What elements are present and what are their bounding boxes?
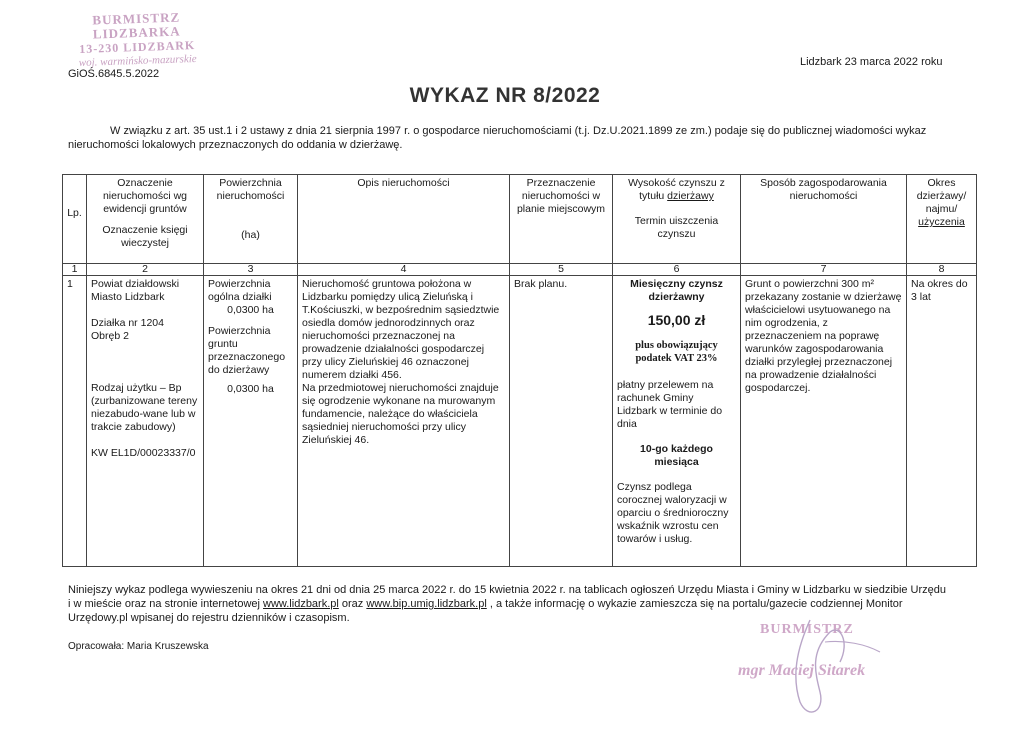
cell-description: Nieruchomość gruntowa położona w Lidzbarku pomiędzy ulicą Zieluńską i T.Kościuszki, w bezpośrednim sąsiedztwie osiedla domów jednorodzinnych oraz nieruchomości przeznaczonej na prowadzenie działalności gospodarczej przy ulicy Zieluńskiej 46 oznaczonej numerem działki 456. Na przedmiotowej nieruchomości znajduje się ogrodzenie wykonane na murowanym fundamencie, należące do właściciela sąsiedniej nieruchomości przy ulicy Zieluńskiej 46.	[298, 276, 510, 567]
reference-number: GiOŚ.6845.5.2022	[68, 68, 160, 80]
header-period: Okres dzierżawy/ najmu/ użyczenia	[907, 175, 977, 264]
header-designation: Oznaczenie nieruchomości wg ewidencji gruntów Oznaczenie księgi wieczystej	[87, 175, 204, 264]
header-description: Opis nieruchomości	[298, 175, 510, 264]
stamp-line-3: woj. warmińsko-mazurskie	[78, 52, 197, 70]
property-table	[62, 174, 977, 567]
header-area: Powierzchnia nieruchomości (ha)	[204, 175, 298, 264]
column-number: 6	[613, 264, 741, 276]
column-number: 3	[204, 264, 298, 276]
stamp-line-2: 13-230 LIDZBARK	[79, 37, 196, 57]
header-lp: Lp.	[63, 175, 87, 264]
column-number: 2	[87, 264, 204, 276]
cell-lp: 1	[63, 276, 87, 567]
document-title: WYKAZ NR 8/2022	[409, 84, 601, 107]
column-number: 8	[907, 264, 977, 276]
intro-paragraph: W związku z art. 35 ust.1 i 2 ustawy z dnia 21 sierpnia 1997 r. o gospodarce nieruchomościami (t.j. Dz.U.2021.1899 ze zm.) podaje się do publicznej wiadomości wykaz nieruchomości lokalowych przeznaczonych do oddania w dzierżawę.	[68, 125, 927, 151]
header-purpose: Przeznaczenie nieruchomości w planie miejscowym	[510, 175, 613, 264]
column-number: 5	[510, 264, 613, 276]
header-rent: Wysokość czynszu z tytułu dzierżawy Termin uiszczenia czynszu	[613, 175, 741, 264]
link-lidzbark[interactable]: www.lidzbark.pl	[263, 598, 339, 610]
column-number: 4	[298, 264, 510, 276]
cell-designation: Powiat działdowski Miasto Lidzbark Działka nr 1204 Obręb 2 Rodzaj użytku – Bp (zurbanizowane tereny niezabudo-wane lub w trakcie zabudowy) KW EL1D/00023337/0	[87, 276, 204, 567]
cell-area: Powierzchnia ogólna działki 0,0300 ha Powierzchnia gruntu przeznaczonego do dzierżawy 0,0300 ha	[204, 276, 298, 567]
mayor-name: mgr Maciej Sitarek	[738, 662, 866, 679]
stamp-line-1: BURMISTRZ LIDZBARKA	[92, 9, 181, 42]
column-number: 7	[741, 264, 907, 276]
handwritten-signature	[770, 612, 890, 722]
header-development: Sposób zagospodarowania nieruchomości	[741, 175, 907, 264]
column-number-row	[63, 264, 977, 276]
table-header-row	[63, 175, 977, 264]
cell-development: Grunt o powierzchni 300 m² przekazany zostanie w dzierżawę właścicielowi usytuowanego na nim ogrodzenia, z przeznaczeniem na poprawę warunków zagospodarowania działki przyległej przeznaczonej na prowadzenie działalności gospodarczej.	[741, 276, 907, 567]
table-row	[63, 276, 977, 567]
link-bip[interactable]: www.bip.umig.lidzbark.pl	[366, 598, 487, 610]
office-stamp	[51, 9, 223, 71]
cell-rent: Miesięczny czynsz dzierżawny 150,00 zł plus obowiązujący podatek VAT 23% płatny przelewem na rachunek Gminy Lidzbark w terminie do dnia 10-go każdego miesiąca Czynsz podlega corocznej waloryzacji w oparciu o średnioroczny wskaźnik wzrostu cen towarów i usług.	[613, 276, 741, 567]
prepared-by: Opracowała: Maria Kruszewska	[68, 641, 209, 652]
cell-period: Na okres do 3 lat	[907, 276, 977, 567]
document-date: Lidzbark 23 marca 2022 roku	[800, 56, 943, 68]
footer-paragraph: Niniejszy wykaz podlega wywieszeniu na okres 21 dni od dnia 25 marca 2022 r. do 15 kwietnia 2022 r. na tablicach ogłoszeń Urzędu Miasta i Gminy w Lidzbarku w siedzibie Urzędu i w mieście oraz na stronie internetowej www.lidzbark.pl oraz www.bip.umig.lidzbark.pl , a także informację o wykazie zamieszcza się na portalu/gazecie codziennej Monitor Urzędowy.pl wpisanej do rejestru dzienników i czasopism.	[68, 584, 947, 624]
mayor-stamp: BURMISTRZ	[760, 622, 854, 637]
column-number: 1	[63, 264, 87, 276]
cell-purpose: Brak planu.	[510, 276, 613, 567]
